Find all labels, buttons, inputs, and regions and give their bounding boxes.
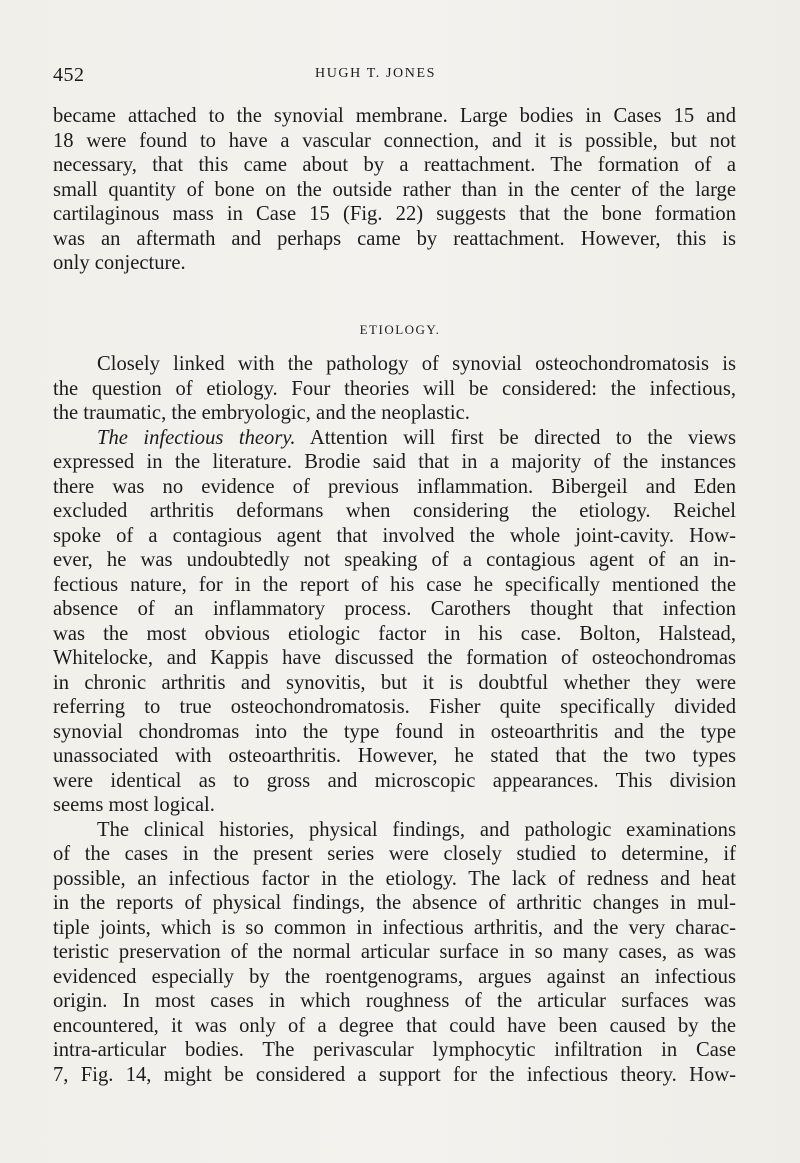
text-line: 18 were found to have a vascular connection, and it is possible, but not — [53, 129, 736, 152]
text-line: fectious nature, for in the report of his case he specifically mentioned the — [53, 573, 736, 596]
text-line: the traumatic, the embryologic, and the neoplastic. — [53, 402, 470, 424]
text-line: absence of an inflammatory process. Carothers thought that infection — [53, 598, 736, 620]
italic-run-in-heading: The infectious theory. — [97, 426, 296, 449]
text-line: tiple joints, which is so common in infectious arthritis, and the very charac- — [53, 916, 736, 939]
section-heading: ETIOLOGY. — [359, 322, 441, 337]
text-line: 7, Fig. 14, might be considered a support for the infectious theory. How- — [53, 1063, 736, 1086]
text-line: evidenced especially by the roentgenograms, argues against an infectious — [53, 965, 736, 988]
text-line: there was no evidence of previous inflammation. Bibergeil and Eden — [53, 475, 736, 498]
running-header — [53, 64, 753, 88]
text-line: excluded arthritis deformans when considering the etiology. Reichel — [53, 500, 736, 522]
text-run: Attention will first be directed to the views — [309, 426, 736, 449]
paragraph-lead-line — [53, 426, 736, 451]
text-line: teristic preservation of the normal articular surface in so many cases, as was — [53, 941, 736, 963]
text-line: expressed in the literature. Brodie said that in a majority of the instances — [53, 451, 736, 473]
text-line: The clinical histories, physical findings, and pathologic examinations — [97, 818, 736, 841]
text-line: synovial chondromas into the type found in osteoarthritis and the type — [53, 720, 736, 743]
text-line: Whitelocke, and Kappis have discussed the formation of osteochondromas — [53, 647, 736, 669]
text-line: intra-articular bodies. The perivascular lymphocytic infiltration in Case — [53, 1039, 736, 1061]
text-line: in the reports of physical findings, the absence of arthritic changes in mul- — [53, 892, 736, 914]
text-line: necessary, that this came about by a reattachment. The formation of a — [53, 154, 736, 176]
text-line: were identical as to gross and microscopic appearances. This division — [53, 769, 736, 792]
text-line: origin. In most cases in which roughness of the articular surfaces was — [53, 990, 736, 1012]
text-line: small quantity of bone on the outside rather than in the center of the large — [53, 178, 736, 201]
text-line: referring to true osteochondromatosis. Fisher quite specifically divided — [53, 696, 736, 718]
etiology-body — [53, 352, 736, 1087]
text-line: spoke of a contagious agent that involved the whole joint-cavity. How- — [53, 524, 736, 547]
text-line: Closely linked with the pathology of synovial osteochondromatosis is — [97, 353, 736, 375]
text-line: was the most obvious etiologic factor in his case. Bolton, Halstead, — [53, 622, 736, 645]
header-author: HUGH T. JONES — [315, 66, 437, 81]
page-number: 452 — [53, 64, 85, 86]
text-line: the question of etiology. Four theories will be considered: the infectious, — [53, 377, 736, 400]
text-line: seems most logical. — [53, 794, 215, 816]
text-line: of the cases in the present series were closely studied to determine, if — [53, 843, 736, 865]
text-line: encountered, it was only of a degree that could have been caused by the — [53, 1014, 736, 1037]
paragraph-continuation — [53, 104, 736, 276]
text-line: only conjecture. — [53, 252, 186, 274]
text-line: cartilaginous mass in Case 15 (Fig. 22) suggests that the bone formation — [53, 203, 736, 225]
text-line: unassociated with osteoarthritis. However, he stated that the two types — [53, 745, 736, 767]
text-line: in chronic arthritis and synovitis, but it is doubtful whether they were — [53, 671, 736, 694]
text-line: was an aftermath and perhaps came by reattachment. However, this is — [53, 227, 736, 250]
text-line: became attached to the synovial membrane. Large bodies in Cases 15 and — [53, 105, 736, 127]
text-line: ever, he was undoubtedly not speaking of a contagious agent of an in- — [53, 549, 736, 571]
text-line: possible, an infectious factor in the etiology. The lack of redness and heat — [53, 867, 736, 890]
